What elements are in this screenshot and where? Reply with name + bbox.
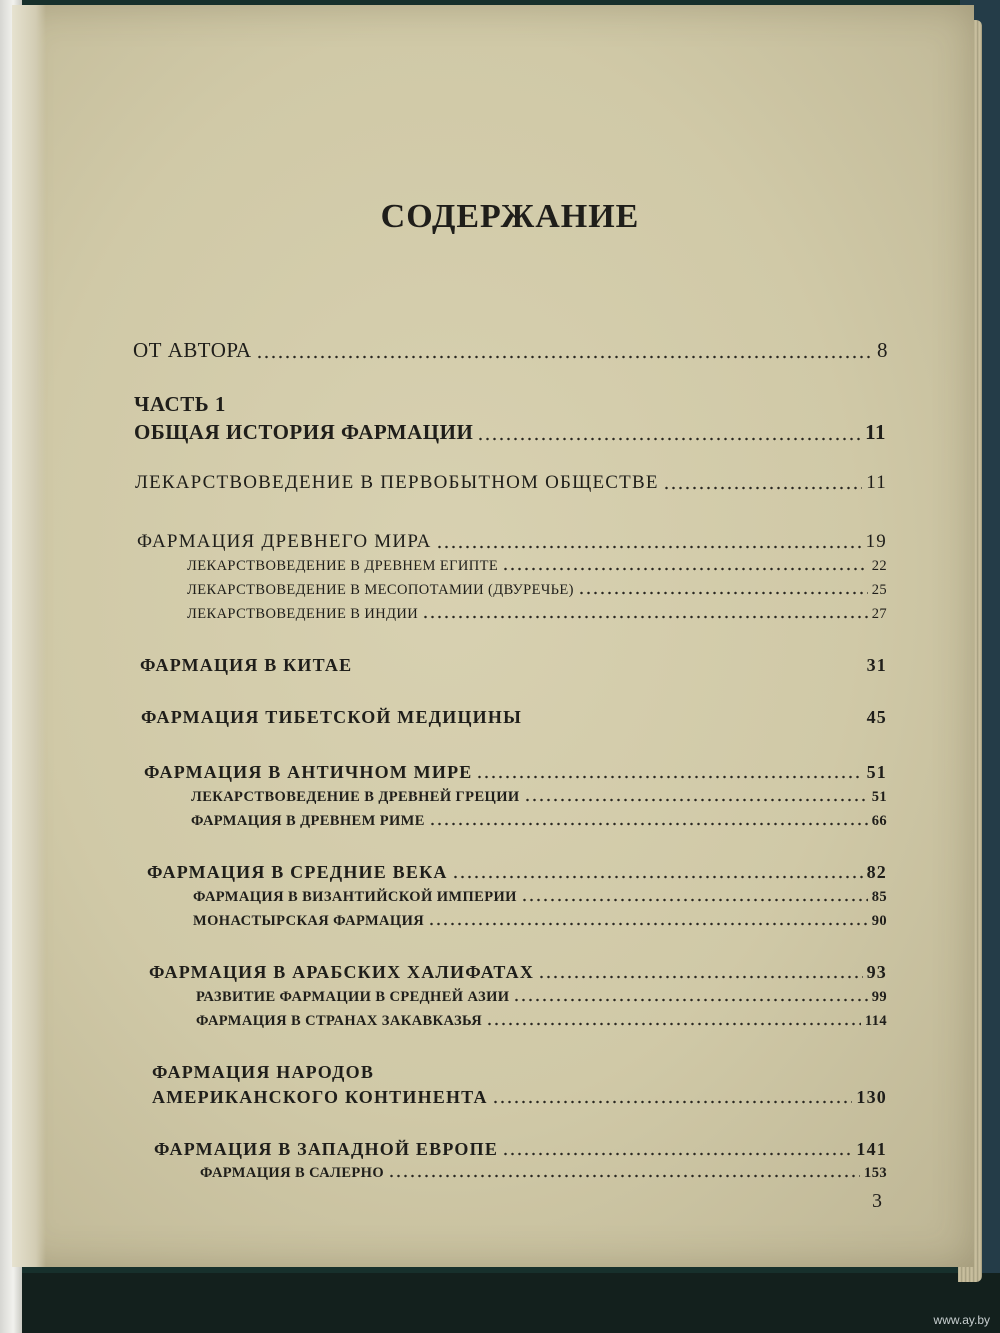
toc-subentry-byzantium <box>193 889 887 906</box>
leader-dots <box>578 587 868 595</box>
toc-entry-title: ЛЕКАРСТВОВЕДЕНИЕ В ИНДИИ <box>187 606 419 622</box>
leader-dots <box>524 794 868 802</box>
page-number: 3 <box>872 1190 882 1212</box>
toc-entry-page: 22 <box>871 558 887 574</box>
toc-entry-title: ФАРМАЦИЯ В ВИЗАНТИЙСКОЙ ИМПЕРИИ <box>193 889 517 905</box>
toc-entry-page: 25 <box>871 582 887 598</box>
toc-entry-page: 66 <box>871 813 887 829</box>
background-bottom <box>0 1273 1000 1333</box>
toc-entry-title: ФАРМАЦИЯ ДРЕВНЕГО МИРА <box>137 531 432 552</box>
toc-subentry-transcaucasia <box>196 1013 887 1030</box>
toc-entry-title: АМЕРИКАНСКОГО КОНТИНЕНТА <box>152 1087 488 1107</box>
toc-entry-page: 8 <box>877 338 888 362</box>
leader-dots <box>452 871 863 879</box>
leader-dots <box>538 971 863 979</box>
leader-dots <box>492 1096 853 1104</box>
toc-entry-antiquity <box>144 762 887 783</box>
toc-entry-ancient-world <box>137 531 887 553</box>
toc-subentry-india <box>187 606 887 623</box>
toc-entry-page: 93 <box>866 962 887 982</box>
toc-entry-primitive-society <box>135 472 887 494</box>
leader-dots <box>513 994 867 1002</box>
toc-entry-title: МОНАСТЫРСКАЯ ФАРМАЦИЯ <box>193 913 425 929</box>
toc-entry-title: ОТ АВТОРА <box>133 338 252 362</box>
toc-entry-page: 99 <box>871 989 887 1005</box>
toc-entry-title: РАЗВИТИЕ ФАРМАЦИИ В СРЕДНЕЙ АЗИИ <box>196 989 510 1005</box>
toc-entry-page: 51 <box>871 789 887 805</box>
toc-entry-title: ФАРМАЦИЯ В КИТАЕ <box>140 655 353 675</box>
leader-dots <box>486 1018 861 1026</box>
toc-entry-title: ФАРМАЦИЯ В ДРЕВНЕМ РИМЕ <box>191 813 425 829</box>
part-label: ЧАСТЬ 1 <box>134 392 226 416</box>
toc-subentry-rome <box>191 813 887 830</box>
leader-dots <box>428 918 868 926</box>
leader-dots <box>422 611 868 619</box>
leader-dots <box>477 433 861 441</box>
toc-subentry-egypt <box>187 558 887 575</box>
toc-entry-page: 19 <box>865 531 887 552</box>
toc-entry-title: ФАРМАЦИЯ В СТРАНАХ ЗАКАВКАЗЬЯ <box>196 1013 483 1029</box>
page-binding <box>12 5 46 1267</box>
toc-entry-page: 31 <box>866 655 887 675</box>
toc-subentry-central-asia <box>196 989 887 1006</box>
toc-entry-western-europe <box>154 1139 887 1160</box>
toc-entry-page: 82 <box>866 862 887 882</box>
toc-entry-page: 11 <box>866 472 887 493</box>
toc-entry-page: 85 <box>871 889 887 905</box>
toc-entry-title: ФАРМАЦИЯ В СРЕДНИЕ ВЕКА <box>147 862 448 882</box>
toc-entry-title: ЛЕКАРСТВОВЕДЕНИЕ В МЕСОПОТАМИИ (ДВУРЕЧЬЕ) <box>187 582 574 598</box>
leader-dots <box>388 1170 860 1178</box>
toc-entry-arab-caliphates <box>149 962 887 983</box>
toc-entry-americas-line1: ФАРМАЦИЯ НАРОДОВ <box>152 1062 375 1082</box>
toc-entry-title: ФАРМАЦИЯ В ЗАПАДНОЙ ЕВРОПЕ <box>154 1139 499 1159</box>
toc-entry-title: ЛЕКАРСТВОВЕДЕНИЕ В ДРЕВНЕМ ЕГИПТЕ <box>187 558 499 574</box>
leader-dots <box>356 664 862 672</box>
toc-entry-page: 130 <box>856 1087 887 1107</box>
toc-subentry-salerno <box>200 1165 887 1182</box>
leader-dots <box>476 771 862 779</box>
leader-dots <box>502 1148 852 1156</box>
toc-entry-page: 51 <box>866 762 887 782</box>
toc-entry-page: 27 <box>871 606 887 622</box>
toc-entry-general-history <box>134 420 886 445</box>
toc-entry-title: ЛЕКАРСТВОВЕДЕНИЕ В ДРЕВНЕЙ ГРЕЦИИ <box>191 789 520 805</box>
toc-subentry-mesopotamia <box>187 582 887 599</box>
toc-entry-americas <box>152 1087 887 1108</box>
toc-entry-page: 45 <box>866 707 887 727</box>
toc-entry-page: 153 <box>864 1165 887 1181</box>
leader-dots <box>502 563 868 571</box>
toc-entry-title: ФАРМАЦИЯ ТИБЕТСКОЙ МЕДИЦИНЫ <box>141 707 522 727</box>
page-title: СОДЕРЖАНИЕ <box>380 198 640 235</box>
toc-entry-title: ФАРМАЦИЯ В АРАБСКИХ ХАЛИФАТАХ <box>149 962 535 982</box>
toc-entry-title: ОБЩАЯ ИСТОРИЯ ФАРМАЦИИ <box>134 420 474 444</box>
toc-entry-title: ЛЕКАРСТВОВЕДЕНИЕ В ПЕРВОБЫТНОМ ОБЩЕСТВЕ <box>135 472 659 493</box>
toc-entry-title: ФАРМАЦИЯ В САЛЕРНО <box>200 1165 385 1181</box>
leader-dots <box>663 482 863 490</box>
toc-entry-tibet <box>141 707 887 728</box>
leader-dots <box>256 351 873 359</box>
toc-entry-page: 141 <box>856 1139 887 1159</box>
leader-dots <box>436 541 862 549</box>
toc-entry-page: 114 <box>864 1013 887 1029</box>
leader-dots <box>526 716 863 724</box>
toc-subentry-monastic <box>193 913 887 930</box>
toc-entry-page: 11 <box>865 420 886 444</box>
toc-entry-middle-ages <box>147 862 887 883</box>
toc-entry-from-author <box>133 338 888 363</box>
toc-entry-title: ФАРМАЦИЯ В АНТИЧНОМ МИРЕ <box>144 762 473 782</box>
watermark: www.ay.by <box>933 1313 990 1327</box>
leader-dots <box>429 818 868 826</box>
toc-entry-china <box>140 655 887 676</box>
toc-entry-page: 90 <box>871 913 887 929</box>
leader-dots <box>521 894 868 902</box>
toc-subentry-greece <box>191 789 887 806</box>
